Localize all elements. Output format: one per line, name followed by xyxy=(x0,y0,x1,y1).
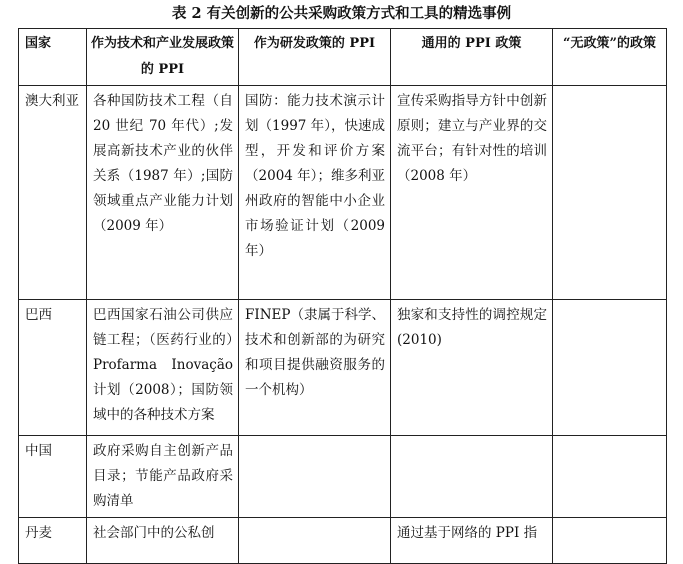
cell-no-policy xyxy=(553,86,667,300)
cell-general: 宣传采购指导方针中创新原则；建立与产业界的交流平台；有针对性的培训（2008 年） xyxy=(391,86,553,300)
cell-industry: 巴西国家石油公司供应链工程；（医药行业的）Profarma Inovação 计划（2008）；国防领域中的各种技术方案 xyxy=(87,300,239,436)
cell-industry: 政府采购自主创新产品目录；节能产品政府采购清单 xyxy=(87,436,239,518)
header-row xyxy=(19,29,667,86)
header-no-policy: “无政策”的政策 xyxy=(553,29,667,86)
cell-general: 独家和支持性的调控规定(2010) xyxy=(391,300,553,436)
cell-general xyxy=(391,436,553,518)
cell-country: 中国 xyxy=(19,436,87,518)
header-industry-policy: 作为技术和产业发展政策的 PPI xyxy=(87,29,239,86)
table-row xyxy=(19,436,667,518)
cell-rnd xyxy=(239,436,391,518)
table-row xyxy=(19,86,667,300)
cell-country: 澳大利亚 xyxy=(19,86,87,300)
cell-industry: 各种国防技术工程（自 20 世纪 70 年代）;发展高新技术产业的伙伴关系（1987 年）;国防领域重点产业能力计划（2009 年） xyxy=(87,86,239,300)
cell-no-policy xyxy=(553,436,667,518)
policy-table xyxy=(18,28,667,564)
table-row xyxy=(19,300,667,436)
header-general-policy: 通用的 PPI 政策 xyxy=(391,29,553,86)
header-rnd-policy: 作为研发政策的 PPI xyxy=(239,29,391,86)
cell-no-policy xyxy=(553,300,667,436)
cell-country: 巴西 xyxy=(19,300,87,436)
cell-country: 丹麦 xyxy=(19,518,87,564)
cell-rnd: FINEP（隶属于科学、技术和创新部的为研究和项目提供融资服务的一个机构） xyxy=(239,300,391,436)
cell-rnd: 国防：能力技术演示计划（1997 年），快速成型，开发和评价方案（2004 年）；维多利亚州政府的智能中小企业市场验证计划（2009 年） xyxy=(239,86,391,300)
cell-industry: 社会部门中的公私创 xyxy=(87,518,239,564)
cell-general: 通过基于网络的 PPI 指 xyxy=(391,518,553,564)
header-country: 国家 xyxy=(19,29,87,86)
table-caption: 表 2 有关创新的公共采购政策方式和工具的精选事例 xyxy=(171,5,512,22)
